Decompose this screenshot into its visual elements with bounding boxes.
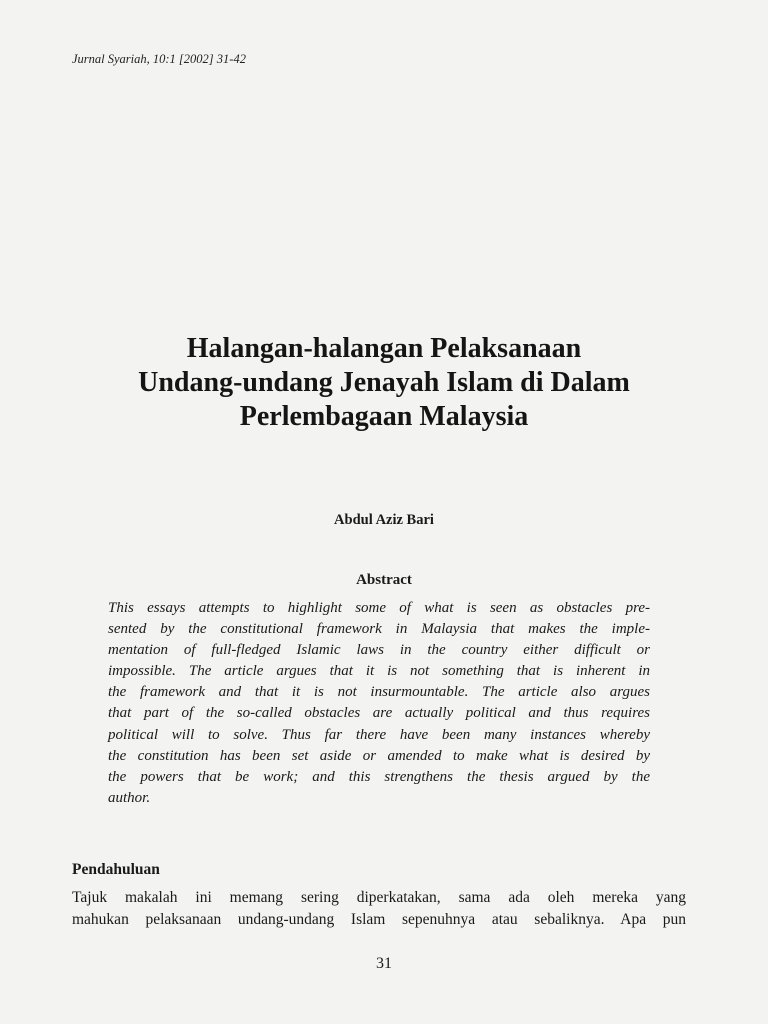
abstract-line: sented by the constitutional framework in Malaysia that makes the imple- [108,621,650,638]
abstract-line: impossible. The article argues that it is not something that is inherent in [108,663,650,680]
abstract-line: the powers that be work; and this strengthens the thesis argued by the [108,768,650,785]
page-number: 31 [376,955,392,972]
author-name: Abdul Aziz Bari [334,512,434,528]
abstract-line: political will to solve. Thus far there have been many instances whereby [108,726,650,743]
abstract-text [108,598,650,809]
abstract-line: the constitution has been set aside or amended to make what is desired by [108,747,650,764]
title-line: Halangan-halangan Pelaksanaan [186,333,582,364]
journal-reference: Jurnal Syariah, 10:1 [2002] 31-42 [72,52,246,66]
body-line: Tajuk makalah ini memang sering diperkatakan, sama ada oleh mereka yang [72,889,686,906]
body-line: mahukan pelaksanaan undang-undang Islam sepenuhnya atau sebaliknya. Apa pun [72,910,686,928]
abstract-line: mentation of full-fledged Islamic laws in the country either difficult or [108,642,650,659]
abstract-line: that part of the so-called obstacles are actually political and thus requires [108,705,650,722]
section-heading: Pendahuluan [72,861,160,878]
abstract-line: author. [108,789,151,806]
title-line: Undang-undang Jenayah Islam di Dalam [138,367,630,398]
abstract-line: This essays attempts to highlight some of what is seen as obstacles pre- [108,600,650,616]
abstract-heading: Abstract [356,572,412,588]
body-paragraph [72,887,686,930]
abstract-line: the framework and that it is not insurmountable. The article also argues [108,684,650,701]
title-line: Perlembagaan Malaysia [239,401,529,432]
article-title [70,332,698,434]
